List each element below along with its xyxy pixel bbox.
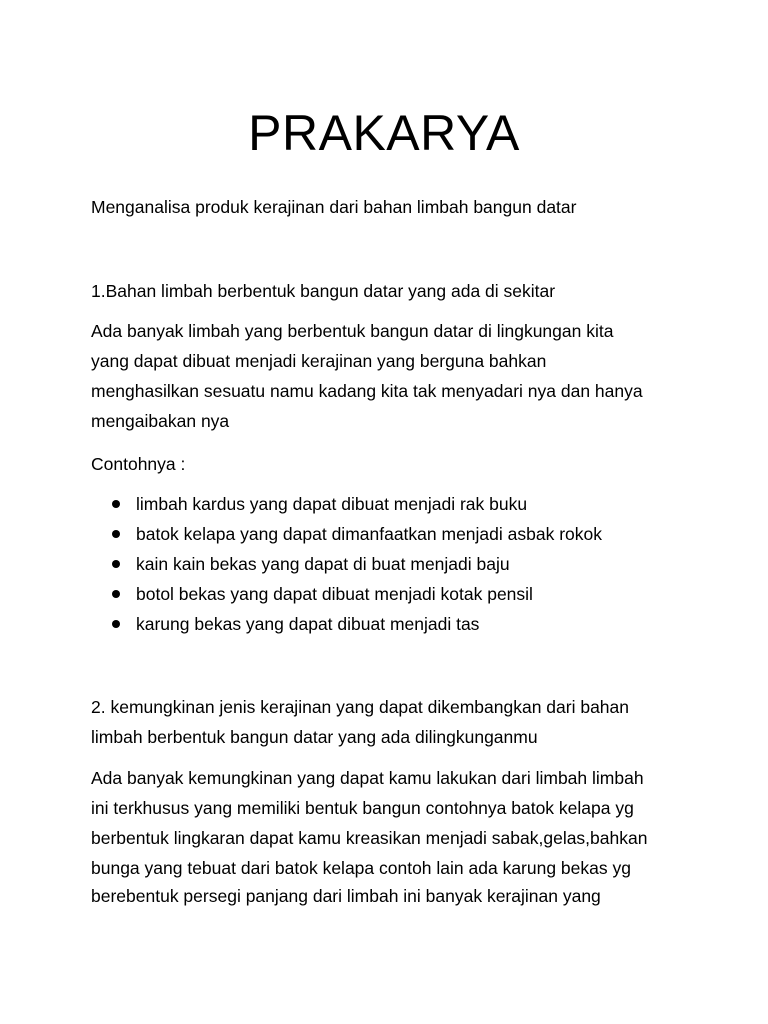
examples-label: Contohnya : xyxy=(91,454,186,474)
list-item-text: kain kain bekas yang dapat di buat menjadi baju xyxy=(136,554,510,574)
section1-heading: 1.Bahan limbah berbentuk bangun datar yang ada di sekitar xyxy=(91,281,556,301)
section2-paragraph-line: ini terkhusus yang memiliki bentuk bangun contohnya batok kelapa yg xyxy=(91,798,634,818)
bullet-icon xyxy=(112,560,120,568)
list-item-text: batok kelapa yang dapat dimanfaatkan menjadi asbak rokok xyxy=(136,524,602,544)
list-item xyxy=(112,519,602,549)
section2-heading-line: limbah berbentuk bangun datar yang ada dilingkunganmu xyxy=(91,727,538,747)
subtitle: Menganalisa produk kerajinan dari bahan limbah bangun datar xyxy=(91,197,577,217)
list-item-text: botol bekas yang dapat dibuat menjadi kotak pensil xyxy=(136,584,533,604)
section1-paragraph-line: yang dapat dibuat menjadi kerajinan yang berguna bahkan xyxy=(91,351,547,371)
list-item xyxy=(112,609,602,639)
bullet-icon xyxy=(112,620,120,628)
section1-paragraph-line: Ada banyak limbah yang berbentuk bangun datar di lingkungan kita xyxy=(91,321,614,341)
bullet-icon xyxy=(112,500,120,508)
section2-paragraph-line: berbentuk lingkaran dapat kamu kreasikan menjadi sabak,gelas,bahkan xyxy=(91,828,648,848)
examples-list xyxy=(112,489,602,639)
section2-paragraph-line: berebentuk persegi panjang dari limbah ini banyak kerajinan yang xyxy=(91,886,601,906)
bullet-icon xyxy=(112,530,120,538)
list-item xyxy=(112,579,602,609)
bullet-icon xyxy=(112,590,120,598)
section1-paragraph-line: menghasilkan sesuatu namu kadang kita tak menyadari nya dan hanya xyxy=(91,381,643,401)
list-item xyxy=(112,489,602,519)
section2-paragraph-line: bunga yang tebuat dari batok kelapa contoh lain ada karung bekas yg xyxy=(91,858,631,878)
list-item xyxy=(112,549,602,579)
section2-heading-line: 2. kemungkinan jenis kerajinan yang dapat dikembangkan dari bahan xyxy=(91,697,630,717)
list-item-text: limbah kardus yang dapat dibuat menjadi rak buku xyxy=(136,494,528,514)
section2-paragraph-line: Ada banyak kemungkinan yang dapat kamu lakukan dari limbah limbah xyxy=(91,768,644,788)
section1-paragraph-line: mengaibakan nya xyxy=(91,411,230,431)
page-title: PRAKARYA xyxy=(248,105,520,161)
list-item-text: karung bekas yang dapat dibuat menjadi tas xyxy=(136,614,480,634)
